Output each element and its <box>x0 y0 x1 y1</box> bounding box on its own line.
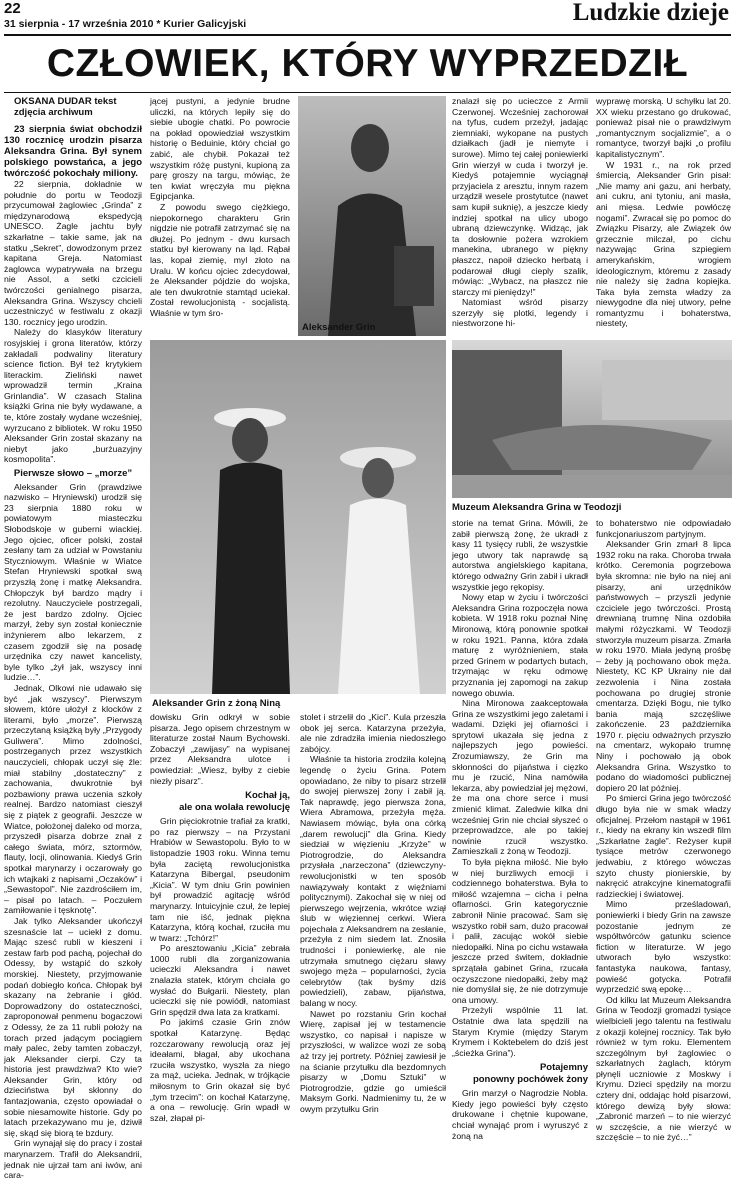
issue-line: 31 sierpnia - 17 września 2010 * Kurier Galicyjski <box>4 18 247 30</box>
paragraph: 22 sierpnia, dokładnie w południe do portu w Teodozji przycumował żaglowiec „Grinda” z międzynarodową ekspedycją UNESCO. Żagle jachtu były szkarłatne – takie same, jak na statku „Sekret”, dowodzonym przez kapitana Greja. Natomiast żaglowca wypatrywała na brzegu nie Assol, a setki czcicieli twórczości genialnego pisarza, Aleksandra Grina. Wszyscy chcieli uczestniczyć w festiwalu z okazji 130. rocznicy jego urodzin. <box>4 179 142 327</box>
paragraph: stolet i strzelił do „Kici”. Kula przeszła obok jej serca. Katarzyna przeżyła, ale nie zdradziła imienia niedoszłego zabójcy. <box>300 712 446 754</box>
column-2-bottom <box>150 712 290 1123</box>
paragraph: Po aresztowaniu „Kicia” zebrała 1000 rubli dla zorganizowania ucieczki Aleksandra i nawet znalazła statek, którym chciała go wysłać do Bułgarii. Niestety, plan ucieczki się nie powiódł, natomiast Grin spędził dwa lata za kratkami. <box>150 943 290 1017</box>
column-3-top <box>452 96 588 338</box>
byline-author: OKSANA DUDAR tekst <box>14 96 117 107</box>
column-3-right <box>452 518 588 1141</box>
paragraph: Grin wynajął się do pracy i został marynarzem. Trafił do Aleksandrii, jednak nie ujrzał tam ani iwów, ani cara- <box>4 1138 142 1181</box>
byline-photos: zdjęcia archiwum <box>14 107 93 118</box>
paragraph: Po śmierci Grina jego twórczość długo była nie w smak władzy oficjalnej. Przełom nastąpił w 1961 r., kiedy na ekrany kin wszedł film „Szkarłatne żagle”. Reżyser kupił tysiące metrów czerwonego jedwabiu, z którego wówczas szyto chusty pionierskie, by nakręcić atrakcyjne kinematografii radzieckiej i światowej. <box>596 793 731 899</box>
paragraph: Właśnie ta historia zrodziła kolejną legendę o życiu Grina. Potem opowiadano, że niby to pisarz strzelił do swojej pierwszej żony i zabił ją. Tak naprawdę, jego pierwsza żona, Wiera Abramowa, przeżyła męża. Nawiasem mówiąc, była ona córką „darem rewolucji” dla Grina. Kiedy siedział w więzieniu „Krzyże” w Piotrogrodzie, do Aleksandra przysłała „narzeczona” (dziewczyny-rewolucjonistki w ten sposób nawiązywały kontakt z więźniami politycznymi). Zakochał się w niej od pierwszego wejrzenia, wkrótce wziął ślub w więziennej cerkwi. Wiera pojechała z Aleksandrem na zesłanie, przeżyła z nim siedem lat. Znosiła trudności i poniewierkę, ale nie utrzymała smutnego ciężaru sławy swojego męża – popularności, życia celebrytów (tak byśmy dziś powiedzieli), zabaw, pijaństwa, balang w nocy. <box>300 754 446 1009</box>
paragraph: Jak tylko Aleksander ukończył szesnaście lat – uciekł z domu. Mając szesć rubli w kieszeni i zestaw farb pod pachą, pojechał do Odessy, by wstąpić do szkoły morskiej. Niestety, przyjmowanie podań dobiegło końca. Chłopak był skazany na żebranie i głód. Doprowadzony do ostateczności, zaproponował penmenu bogaczowi z Odessy, że za 11 rubli położy na torach przed jadącym pociągiem mały palec, żeby tamten zobaczył, jak Aleksander cierpi. Czy ta historia jest prawdziwa? Kto wie? Aleksander Grin, który od dzieciństwa był skłonny do fantazjowania, często opowiadał o sobie niesamowite historie. Gdy po latach przekazywano mu je, dziwił się, skąd się biorą te bzdury. <box>4 915 142 1138</box>
paragraph: to bohaterstwo nie odpowiadało funkcjonariuszom partyjnym. <box>596 518 731 539</box>
paragraph: Należy do klasyków literatury rosyjskiej i grona literatów, którzy zakładali podwaliny literatury science fiction. Był też krytykiem literackim. Zieliński nawet wprowadził termin „Kraina Grinlandia”. W czasach Stalina książki Grina nie były wydawane, a te, które zostały wydane wcześniej, wyrzucano z bibliotek. W roku 1950 Aleksander Grin został skazany na niebyt jako „burżuazyjny kosmopolita”. <box>4 327 142 465</box>
paragraph: Jednak, Olkowi nie udawało się być „jak wszyscy”. Pierwszym słowem, które ułożył z klocków z literami, było „morze”. Pierwszą przeczytaną książką były „Przygody Guliwera”. Mimo zdolności, postrzeganych przez wszystkich nauczycieli, chłopak uczył się źle: miał stabilny „dostateczny” z zachowania, dwukrotnie był pozbawiony prawa uczenia szkoły realnej. Bardzo natomiast cieszył się z piątek z geografii. Jeszcze w Wiatce, położonej daleko od morza, przyszedł pisarza dobrze znał z całego świata, mórz, sztormów, flauty, locji, olinowania. Kiedyś Grin spotkał marynarzy i oczarowały go ich wtajkaki z napisami „Oczaków” i „Sewastopol”. Nie zazdrościłem im, – pisał po latach. – Poczułem zamiłowanie i tęsknotę”. <box>4 682 142 916</box>
paragraph: znalazł się po ucieczce z Armii Czerwonej. Wcześniej zachorował na tyfus, cudem przeżył, jadając ziemniaki, wykopane na pustych działkach (jadł je niemyte i surowe). Mimo tej całej poniewierki Grin wierzył w cuda i tworzył je. Kiedyś potajemnie wyciągnął przyjaciela z aresztu, innym razem urządził wesele prostytutce (nawet sam kupił suknię), a jeszcze kiedy indziej spotkał na ulicy ubogo ubraną dziewczynkę. Widząc, jak ta dosłownie pożera wzrokiem manekina, ubranego w piękny płaszcz, napoił dziecko herbatą i podarował długi cieply szalik, mówiąc: „Wybacz, na płaszcz nie starczy mi pieniędzy!” <box>452 96 588 297</box>
paragraph: Po jakimś czasie Grin znów spotkał Katarzynę. Będąc rozczarowany rewolucją oraz jej ideałami, błagał, aby ukochana rzuciła wszystko, wyszła za niego za mąż, ucieka. Jednak, w trójkącie miłosnym to Grin okazał się być „tym trzecim”: on kochał Katarzynę, a ona – rewolucję. Grin wpadł w szał, złapał pi- <box>150 1017 290 1123</box>
column-4-bottom <box>596 518 731 1143</box>
paragraph: storie na temat Grina. Mówili, że zabił pierwszą żonę, że ukradł z kasy 11 tysięcy rubli, że wszystkie jego utwory tak naprawdę są autorstwa angielskiego kapitana, którego odważny Grin zabił i ukradł wszystkie jego rękopisy. <box>452 518 588 592</box>
page-header <box>0 0 735 36</box>
paragraph: Przeżyli wspólnie 11 lat. Ostatnie dwa lata spędzili na Starym Krymie (między Starym Krymem i Koktebelem do dziś jest „ścieżka Grina”). <box>452 1005 588 1058</box>
paragraph: Natomiast wśród pisarzy szerzyły się plotki, legendy i niestworzone hi- <box>452 297 588 329</box>
couple-figure <box>150 340 446 694</box>
caption-couple: Aleksander Grin z żoną Niną <box>152 698 281 709</box>
paragraph: To była piękna miłość. Nie było w niej burzliwych emocji i codziennego bohaterstwa. Była to miłość wzajemna – cicha i pełna oflarności. Grin kategorycznie zabronił Ninie pracować. Sam się wszystko robił sam, dużo pracował i palił, zacując wokół siebie niedopałki. Nina po cichu wstawała jeszcze przed świtem, dokładnie sprzątała gabinet Grina, rzucała oczyszczone niedopałki, żeby mąż nie domyślał się, że nie dotrzymuje ona umowy. <box>452 857 588 1005</box>
paragraph: Z powodu swego ciężkiego, niepokornego charakteru Grin nigdzie nie potrafił zatrzymać się na dłużej. Po jednym - dwu kursach statku był kierowany na ląd. Rąbał las, kopał ziemię, myl złoto na Uralu. W końcu ojciec zdecydował, że Aleksander pójdzie do wojska, ale ten dwukrotnie stamtąd uciekał. Został rewolucjonistą - socjalistą. Właśnie w tym śro- <box>150 201 290 318</box>
column-1 <box>4 96 142 1181</box>
caption-museum: Muzeum Aleksandra Grina w Teodozji <box>452 502 622 513</box>
couple-photo <box>150 340 446 694</box>
article-headline: CZŁOWIEK, KTÓRY WYPRZEDZIŁ <box>46 42 689 85</box>
column-4-top <box>596 96 731 338</box>
header-rule <box>4 34 731 36</box>
subheading-line-1: Kochał ją, <box>245 790 290 802</box>
museum-photo <box>452 340 732 498</box>
paragraph: Aleksander Grin (prawdziwe nazwisko – Hryniewski) urodził się 23 sierpnia 1880 roku w powiatowym miasteczku Słobodskoje w guberni wiackiej. Jego ojciec, oficer polski, został zesłany tam za udział w Powstaniu Styczniowym. Właśnie w Wiatce Stefan Hryniewski spotkał swą przyszłą żonę i matkę Aleksandra. Chłopczyk był bardzo mądry i rezolutny. Nauczyciele postrzegali, że jest bardzo zdolny. Ojciec marzył, żeby syn został koniecznie inżynierem albo lekarzem, z czasem zgodził się na posadę urzędnika czy nawet kancelisty, byle tylko „żył jak, wszyscy inni ludzie…”. <box>4 481 142 683</box>
paragraph: wyprawę morską. U schyłku lat 20. XX wieku przestano go drukować, ponieważ pisał nie o prawdziwym „romantycznym socjalizmie”, a o romantyce, tworzył bajki „o profilu kapitalistycznym”. <box>596 96 731 159</box>
paragraph: jącej pustyni, a jedynie brudne uliczki, na których lepiły się do siebie ubogie chatki. Po powrocie na pokład opowiedział wszystkim historię o Beduinie, który chciał go zabić, ale chybił. Pokazał też wszystkim różę pustyni, kupioną za parę groszy na targu, mówiąc, że ten kwiat wręczyła mu piękna Egipcjanka. <box>150 96 290 202</box>
subheading-line-2: ale ona wolała rewolucję <box>179 802 290 814</box>
paragraph: Od kilku lat Muzeum Aleksandra Grina w Teodozji gromadzi tysiące wielbicieli jego talentu na festiwalu z okazji kolejnej rocznicy. Tak było również w tym roku. Elementem szczególnym był żaglowiec o szkarłatnych żaglach, którym płynęli uczniowie z Moskwy i Krymu. Dzieci spędziły na morzu cztery dni, oddając hołd pisarzowi, którego dewizą były słowa: „Zabronić marzeń – to nie wierzyć w szczęście, a nie wierzyć w szczęście – to nie żyć…” <box>596 994 731 1143</box>
museum-figure <box>452 340 732 498</box>
paragraph: Nowy etap w życiu i twórczości Aleksandra Grina rozpoczęła nowa kobieta. W 1918 roku poznał Ninę Mironową, którą ponownie spotkał w roku 1921. Panna, która zdała maturę z wyróżnieniem, stała przed Grinem w podartych butach, trzymając w ręku odmowę przyznania jej zapomogi na zakup nowego obuwia. <box>452 592 588 698</box>
portrait-photo <box>298 96 446 336</box>
paragraph: Grin marzył o Nagrodzie Nobla. Kiedy jego powieści były często drukowane i chętnie kupowane, chciał wynająć prom i wyruszyć z żoną na <box>452 1088 588 1141</box>
subheading-line-1: Potajemny <box>539 1062 588 1074</box>
paragraph: Grin pięciokrotnie trafiał za kratki, po raz pierwszy – na Przystani Hrabiów w Sewastopolu. Było to w listopadzie 1903 roku. Winna temu była zaciętą rewolucjonistka Katarzyna Bibergal, pseudonim „Kicia”. W tym dniu Grin powinien był prowadzić agitację wśród marynarzy. Intuicyjnie czuł, że lepiej tam nie iść, jednak piękna Katarzyna, którą kochał, rzuciła mu w twarz: „Tchórz!” <box>150 816 290 943</box>
paragraph: Nina Mironowa zaakceptowała Grina ze wszystkimi jego zaletami i wadami. Dzięki jej ofiarności i sprytowi ukazała się jedna z najlepszych jego powieści. Zrozumiawszy, że Grin ma skłonności do pijaństwa i cięzko mu je rzucić, Nina namówiła lekarza, aby powiedział jej mężowi, że ma ona chore serce i musi zmienić klimat. Zaledwie kilka dni wcześniej Grin nie chciał słyszeć o przeprowadzce, ale po takiej nowinie rzucił wszystko. Zamieszkali z żoną w Teodozji. <box>452 698 588 857</box>
section-title: Ludzkie dzieje <box>572 0 729 26</box>
subheading: Pierwsze słowo – „morze” <box>13 468 133 480</box>
subheading-line-2: ponowny pochówek żony <box>472 1074 588 1086</box>
page-number: 22 <box>4 0 21 17</box>
caption-portrait: Aleksander Grin <box>302 322 376 333</box>
paragraph: W 1931 r., na rok przed śmiercią, Aleksander Grin pisał: „Nie mamy ani gazu, ani herbaty, ani cukru, ani tytoniu, ani masła, ani mięsa. Ledwie powłóczę nogami”. Zwracał się po pomoc do Związku Pisarzy, ale Związek ów grzecznie milczał, po cichu nazywając Grina szpiegiem amerykańskim, wrogiem ideologicznym, któremu z zasady nie należy się żadna kopiejka. Taka była zemsta władzy za niewygodne dla niej utwory, pełne romantyzmu i bohaterstwa, niestety, <box>596 159 731 329</box>
headline-rule <box>4 92 731 93</box>
subheading <box>452 1062 588 1086</box>
column-2-top <box>150 96 290 338</box>
article-lead: 23 sierpnia świat obchodził 130 rocznicę urodzin pisarza Aleksandra Grina. Był synem polskiego powstańca, a jego twórczość pokochały miliony. <box>4 124 142 179</box>
column-3-bottom <box>300 712 446 1114</box>
portrait-figure <box>298 96 446 336</box>
paragraph: Aleksander Grin zmarł 8 lipca 1932 roku na raka. Choroba trwała krótko. Ceremonia pogrzebowa była skromna: nie było na niej ani pisarzy, ani urzędników państwowych – przyszli jedynie czciciele jego twórczości. Prostą drewnianą trumnę Nina ozdobiła małymi różyczkami. W Teodozji stworzyła muzeum pisarza. Zmarła w roku 1970. Miała jedyną prośbę – żeby ją pochowano obok męża. Niestety, KC KP Ukrainy nie dał zezwolenia i Nina została pochowana po drugiej stronie cmentarza. Dzięki Bogu, nie tylko bania mają szczęśliwe zakończenie. 23 października 1970 r. pięciu odważnych przyszło na cmentarz, wykopało trumnę Niny i pochowało ją obok Aleksandra Grina. Wszystko to podano do wiadomości publicznej dopiero 20 lat później. <box>596 539 731 793</box>
paragraph: dowisku Grin odkrył w sobie pisarza. Jego opisem chrzestnym w literaturze został Naum Bychowski. Zobaczył „zawijasy” na wypisanej przez Aleksandra ulotce i powiedział: „Wiesz, byłby z ciebie niezły pisarz”. <box>150 712 290 786</box>
subheading <box>150 790 290 814</box>
paragraph: Mimo prześladowań, poniewierki i biedy Grin na zawsze pozostanie jednym ze współtwórców gatunku science fiction w literaturze. W jego utworach było wszystko: fantastyka naukowa, fantasy, powieść gotycka. Potrafił wyprzedzić swą epokę… <box>596 899 731 995</box>
paragraph: Nawet po rozstaniu Grin kochał Wierę, zapisał jej w testamencie wszystko, co napisał i napisze w przyszłości, w walizce wozi ze sobą aż trzy jej portrety. Później zawiesił je na ścianie przytułku dla bezdomnych pisarzy w „Domu Sztuki” w Piotrogrodzie, gdzie go umieścił Maksym Gorki. Nadmienimy tu, że w owym przytułku Grin <box>300 1008 446 1114</box>
